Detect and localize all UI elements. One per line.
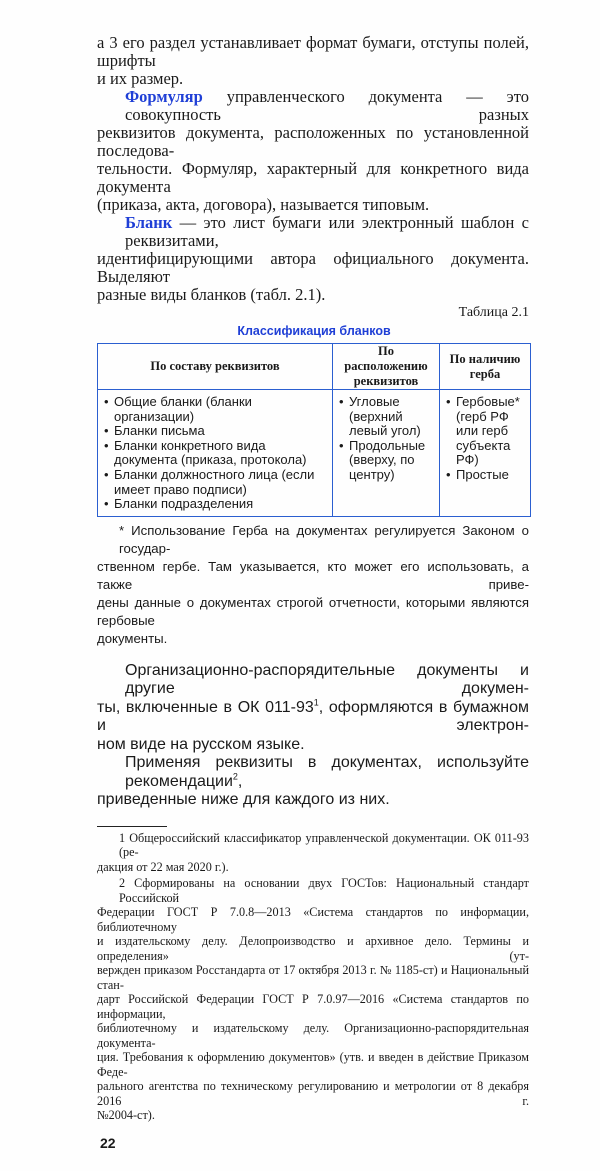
list-item: • Угловые (верхний левый угол) <box>339 395 435 439</box>
text-line: дарт Российской Федерации ГОСТ Р 7.0.97—2016 «Система стандартов по информации, <box>97 992 529 1021</box>
footnote-divider <box>97 826 167 827</box>
text-line: управленческого документа — это совокупность разных <box>125 87 529 124</box>
text-line: разные виды бланков (табл. 2.1). <box>97 285 326 304</box>
text-line: ция. Требования к оформлению документов» (утв. и введен в действие Приказом Феде- <box>97 1050 529 1079</box>
table-title: Классификация бланков <box>237 324 391 338</box>
footnote-ref[interactable]: 1 <box>313 697 319 708</box>
table-cell <box>333 390 440 517</box>
apply-paragraph <box>97 754 529 810</box>
text-line: дены данные о документах строгой отчетности, которыми являются гербовые <box>97 594 529 628</box>
text-line: , оформляются в бумажном и электрон- <box>97 698 530 735</box>
table-cell <box>98 390 333 517</box>
list-item: • Простые <box>446 468 526 483</box>
text-line: * Использование Герба на документах регулируется Законом о государ- <box>119 522 529 556</box>
table-header: По расположению реквизитов <box>333 344 440 390</box>
list-item: • Бланки конкретного вида документа (приказа, протокола) <box>104 439 328 468</box>
list-item: • Бланки должностного лица (если имеет право подписи) <box>104 468 328 497</box>
text-line: ственном гербе. Там указывается, кто может его использовать, а также приве- <box>97 558 529 592</box>
intro-paragraph <box>97 34 529 88</box>
footnote-2 <box>97 876 529 1123</box>
text-line: идентифицирующими автора официального документа. Выделяют <box>97 249 529 286</box>
text-line: рального агентства по техническому регулированию и метрологии от 8 декабря 2016 г. <box>97 1079 529 1108</box>
list-item: • Продольные (вверху, по центру) <box>339 439 435 483</box>
table-footnote <box>97 522 529 648</box>
text-line: №2004-ст). <box>97 1108 155 1123</box>
table-cell <box>440 390 531 517</box>
footnote-1 <box>97 831 529 875</box>
text-line: ном виде на русском языке. <box>97 735 305 753</box>
text-line: дакция от 22 мая 2020 г.). <box>97 859 229 874</box>
term-formular: Формуляр <box>125 87 203 106</box>
text-line: приведенные ниже для каждого из них. <box>97 791 390 809</box>
classification-table <box>97 343 531 517</box>
text-line: — это лист бумаги или электронный шаблон с реквизитами, <box>125 213 529 250</box>
term-blank: Бланк <box>125 213 173 232</box>
formular-paragraph <box>97 88 529 214</box>
table-header: По наличию герба <box>440 344 531 390</box>
text-line: документы. <box>97 630 168 646</box>
table-header: По составу реквизитов <box>98 344 333 390</box>
text-line: библиотечному и издательскому делу. Организационно-распорядительная документа- <box>97 1021 529 1050</box>
footnote-ref[interactable]: 2 <box>232 771 238 782</box>
text-line: , <box>237 772 243 790</box>
text-line: Организационно-распорядительные документы и другие докумен- <box>125 661 529 698</box>
org-docs-paragraph <box>97 662 529 755</box>
page <box>97 0 531 1171</box>
blank-paragraph <box>97 214 529 304</box>
text-line: а 3 его раздел устанавливает формат бумаги, отступы полей, шрифты <box>97 33 529 70</box>
list-item: • Общие бланки (бланки организации) <box>104 395 328 424</box>
text-line: реквизитов документа, расположенных по установленной последова- <box>97 123 529 160</box>
text-line: вержден приказом Росстандарта от 17 октября 2013 г. № 1185-ст) и Национальный стан- <box>97 963 529 992</box>
text-line: 1 Общероссийский классификатор управленческой документации. ОК 011-93 (ре- <box>119 830 529 860</box>
text-line: ты, включенные в ОК 011-93 <box>97 698 314 716</box>
list-item: • Бланки письма <box>104 424 328 439</box>
list-item: • Бланки подразделения <box>104 497 328 512</box>
page-number: 22 <box>100 1134 116 1151</box>
text-line: тельности. Формуляр, характерный для конкретного вида документа <box>97 159 529 196</box>
list-item: • Гербовые* (герб РФ или герб субъекта РФ) <box>446 395 526 468</box>
text-line: Применяя реквизиты в документах, используйте рекомендации <box>125 754 529 790</box>
text-line: и издательскому делу. Делопроизводство и архивное дело. Термины и определения» (ут- <box>97 934 529 963</box>
text-line: и их размер. <box>97 69 184 88</box>
text-line: (приказа, акта, договора), называется типовым. <box>97 195 430 214</box>
table-number: Таблица 2.1 <box>458 305 529 320</box>
text-line: 2 Сформированы на основании двух ГОСТов: Национальный стандарт Российской <box>119 876 529 905</box>
text-line: Федерации ГОСТ Р 7.0.8—2013 «Система стандартов по информации, библиотечному <box>97 905 529 934</box>
